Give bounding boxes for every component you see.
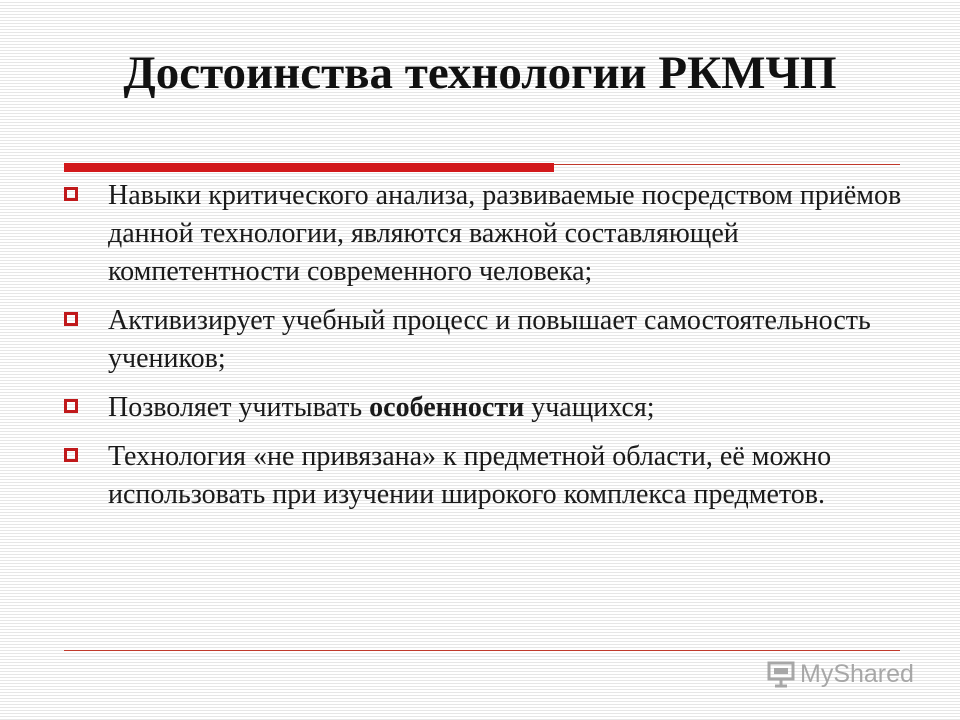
bullet-item	[62, 177, 902, 291]
bullet-text: Навыки критического анализа, развиваемые посредством приёмов данной технологии, являются важной составляющей компетентности современного человека;	[108, 180, 902, 287]
bullet-text-after: учащихся;	[524, 392, 655, 423]
title-accent-bar	[64, 163, 554, 172]
bullet-text-emphasis: особенности	[369, 392, 525, 423]
square-bullet-icon	[64, 399, 78, 413]
bullet-text: Активизирует учебный процесс и повышает самостоятельность учеников;	[108, 305, 871, 374]
bullet-text: Технология «не привязана» к предметной области, её можно использовать при изучении широкого комплекса предметов.	[108, 441, 832, 510]
bullet-text-before: Позволяет учитывать	[108, 392, 370, 423]
watermark-text: MyShared	[800, 659, 914, 688]
bullet-item	[62, 389, 902, 427]
slide-title: Достоинства технологии РКМЧП	[123, 47, 837, 99]
presentation-board-icon	[766, 659, 796, 689]
watermark[interactable]	[766, 656, 914, 692]
top-divider-line	[554, 164, 900, 165]
square-bullet-icon	[64, 187, 78, 201]
square-bullet-icon	[64, 312, 78, 326]
bullet-item	[62, 438, 902, 514]
bottom-divider-line	[64, 650, 900, 651]
square-bullet-icon	[64, 448, 78, 462]
bullet-list	[62, 177, 902, 525]
bullet-item	[62, 302, 902, 378]
